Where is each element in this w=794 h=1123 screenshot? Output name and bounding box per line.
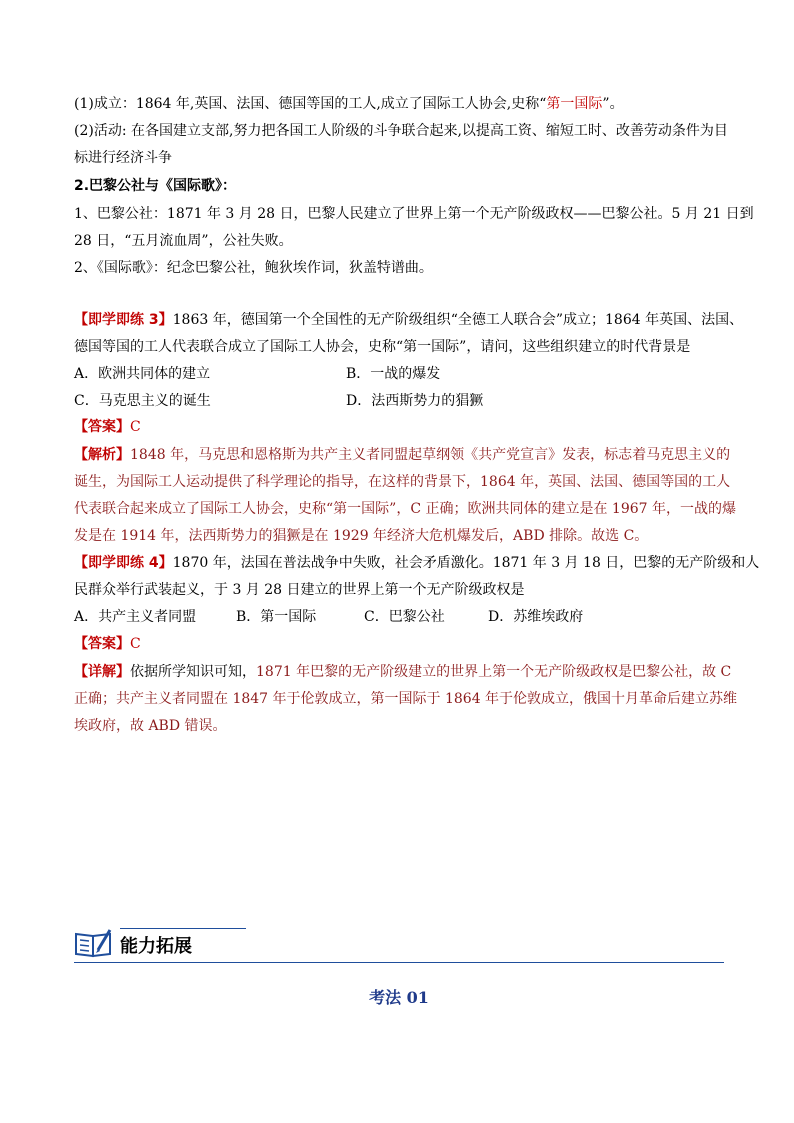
q4-detail-line1: 【详解】依据所学知识可知，1871 年巴黎的无产阶级建立的世界上第一个无产阶级政权是巴黎公社，故 C [74, 664, 732, 680]
q3-tag: 【即学即练 3】 [74, 312, 173, 328]
q4-option-c: C．巴黎公社 [364, 609, 445, 625]
item2-line1: (2)活动: 在各国建立支部,努力把各国工人阶级的斗争联合起来,以提高工资、缩短工时、改善劳动条件为目 [74, 123, 728, 139]
section-divider [74, 962, 724, 963]
q4-option-a: A．共产主义者同盟 [74, 609, 197, 625]
q3-stem-line2: 德国等国的工人代表联合成立了国际工人协会，史称“第一国际”，请问，这些组织建立的时代背景是 [74, 339, 691, 355]
section-title: 能力拓展 [120, 936, 192, 957]
q4-stem-line1: 【即学即练 4】1870 年，法国在普法战争中失败，社会矛盾激化。1871 年 3 月 18 日，巴黎的无产阶级和人 [74, 555, 760, 571]
q3-analysis-line4: 发是在 1914 年，法西斯势力的猖獗是在 1929 年经济大危机爆发后，ABD 排除。故选 C。 [74, 528, 649, 544]
paris-commune-line1: 1、巴黎公社：1871 年 3 月 28 日，巴黎人民建立了世界上第一个无产阶级政权——巴黎公社。5 月 21 日到 [74, 206, 754, 222]
book-pen-icon [74, 926, 114, 958]
first-international-highlight: 第一国际 [546, 96, 603, 112]
item1-line: (1)成立：1864 年,英国、法国、德国等国的工人,成立了国际工人协会,史称“第一国际”。 [74, 96, 624, 112]
q3-stem-line1: 【即学即练 3】1863 年，德国第一个全国性的无产阶级组织“全德工人联合会”成立；1864 年英国、法国、 [74, 312, 744, 328]
q3-analysis-line1: 【解析】1848 年，马克思和恩格斯为共产主义者同盟起草纲领《共产党宣言》发表，标志着马克思主义的 [74, 447, 731, 463]
q3-option-a: A．欧洲共同体的建立 [74, 366, 211, 382]
q4-stem-line2: 民群众举行武装起义，于 3 月 28 日建立的世界上第一个无产阶级政权是 [74, 582, 525, 598]
q3-option-d: D．法西斯势力的猖獗 [346, 393, 484, 409]
q3-answer: 【答案】C [74, 419, 141, 435]
item2-line2: 标进行经济斗争 [74, 150, 172, 166]
section2-heading: 2.巴黎公社与《国际歌》： [74, 178, 237, 194]
kaofa-heading: 考法 01 [369, 988, 429, 1007]
q3-analysis-line2: 诞生，为国际工人运动提供了科学理论的指导，在这样的背景下，1864 年，英国、法国、德国等国的工人 [74, 474, 731, 490]
internationale-line: 2、《国际歌》：纪念巴黎公社，鲍狄埃作词，狄盖特谱曲。 [74, 260, 433, 276]
q3-analysis-line3: 代表联合起来成立了国际工人协会，史称“第一国际”，C 正确；欧洲共同体的建立是在 1967 年，一战的爆 [74, 501, 737, 517]
q4-tag: 【即学即练 4】 [74, 555, 173, 571]
q4-option-d: D．苏维埃政府 [488, 609, 584, 625]
q3-option-c: C．马克思主义的诞生 [74, 393, 211, 409]
q4-detail-line3: 埃政府，故 ABD 错误。 [74, 718, 227, 734]
title-overline [120, 928, 246, 929]
q3-option-b: B．一战的爆发 [346, 366, 441, 382]
q4-option-b: B．第一国际 [236, 609, 317, 625]
paris-commune-line2: 28 日，“五月流血周”，公社失败。 [74, 233, 293, 249]
q4-detail-line2: 正确；共产主义者同盟在 1847 年于伦敦成立，第一国际于 1864 年于伦敦成立，俄国十月革命后建立苏维 [74, 691, 738, 707]
q4-answer: 【答案】C [74, 636, 141, 652]
